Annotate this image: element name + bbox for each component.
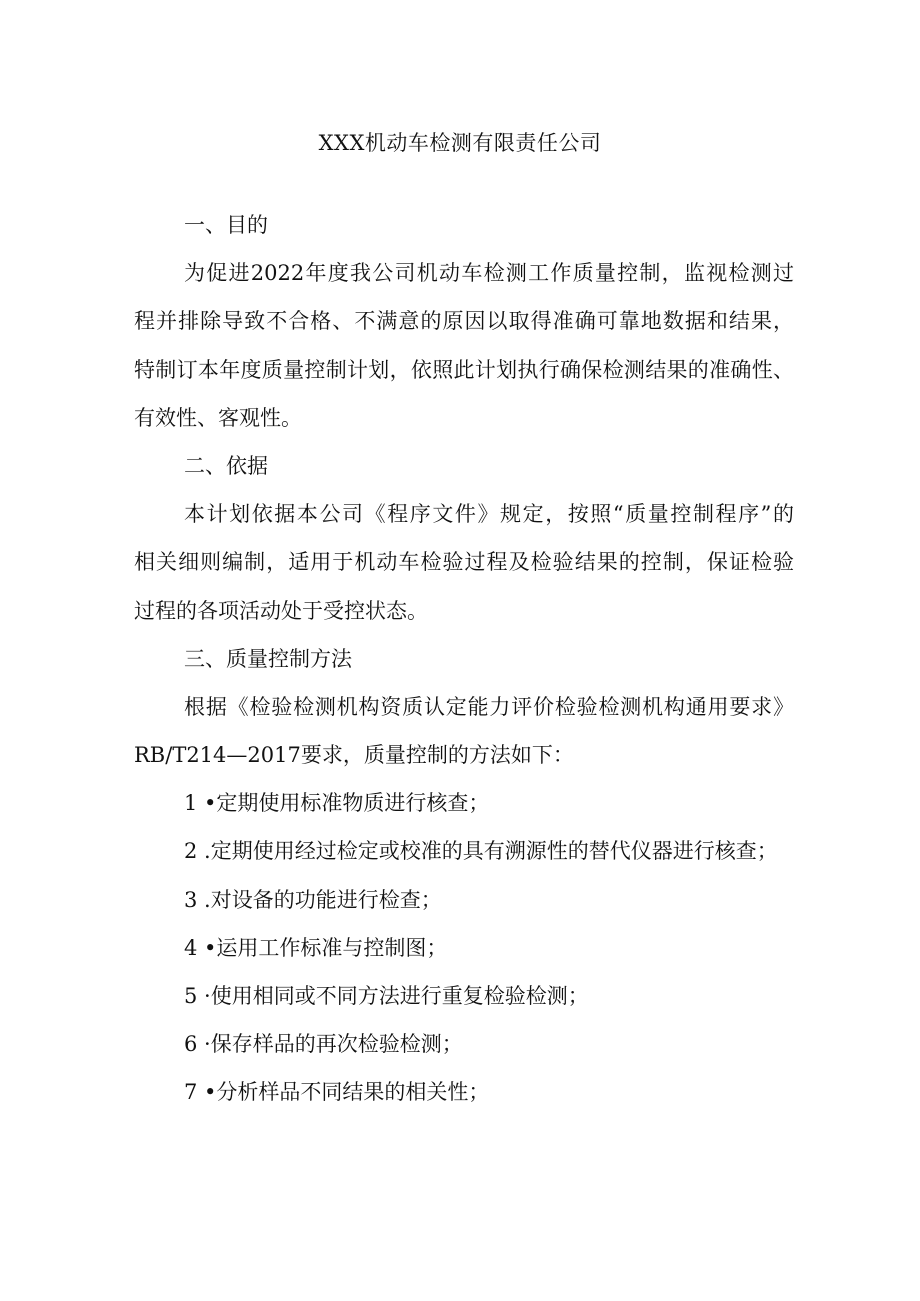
text-line: 有效性、客观性。	[134, 405, 302, 430]
text-line: 6 ·保存样品的再次检验检测；	[184, 1032, 463, 1057]
text-line: 相关细则编制，适用于机动车检验过程及检验结果的控制，保证检验	[134, 550, 794, 575]
text-line: 5 ·使用相同或不同方法进行重复检验检测；	[184, 984, 589, 1008]
text-line: 7 •分析样品不同结果的相关性；	[184, 1080, 490, 1105]
text-line: 特制订本年度质量控制计划，依照此计划执行确保检测结果的准确性、	[134, 357, 794, 382]
text-line: 一、目的	[184, 213, 268, 237]
text-line: 3 .对设备的功能进行检查；	[184, 887, 442, 912]
text-line: 4 •运用工作标准与控制图；	[184, 935, 448, 960]
text-line: 本计划依据本公司《程序文件》规定，按照“质量控制程序”的	[184, 502, 794, 527]
text-line: 根据《检验检测机构资质认定能力评价检验检测机构通用要求》	[184, 694, 794, 719]
text-line: 1 •定期使用标准物质进行核查；	[184, 791, 490, 816]
text-line: 三、质量控制方法	[184, 646, 352, 671]
document-body	[134, 201, 794, 1117]
text-line: 过程的各项活动处于受控状态。	[134, 598, 428, 623]
text-line: 程并排除导致不合格、不满意的原因以取得准确可靠地数据和结果，	[134, 309, 794, 334]
text-line: 为促进2022年度我公司机动车检测工作质量控制，监视检测过	[184, 261, 794, 286]
text-line: 二、依据	[184, 453, 268, 478]
document-title: XXX机动车检测有限责任公司	[318, 131, 602, 155]
text-line: RB/T214—2017要求，质量控制的方法如下：	[134, 743, 574, 768]
text-line: 2 .定期使用经过检定或校准的具有溯源性的替代仪器进行核查；	[184, 839, 778, 864]
